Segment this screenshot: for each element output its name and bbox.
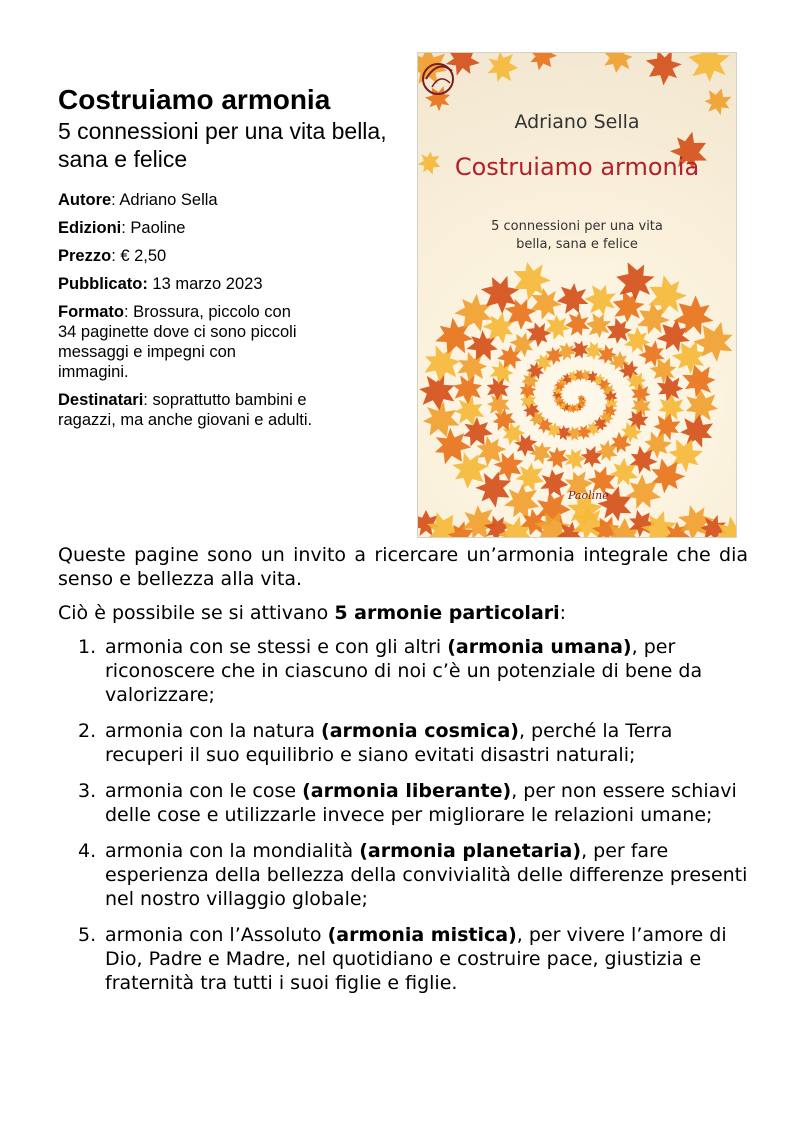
leaf-shape bbox=[584, 311, 612, 339]
detail-label: Formato bbox=[58, 303, 124, 321]
item-text: armonia con l’Assoluto bbox=[105, 924, 328, 946]
item-bold: (armonia mistica) bbox=[327, 924, 517, 946]
detail-value: : Brossura, piccolo con 34 paginette dove ci sono piccoli messaggi e impegni con immagini. bbox=[58, 303, 297, 381]
item-number: 2. bbox=[78, 720, 97, 742]
detail-label: Edizioni bbox=[58, 219, 122, 237]
item-bold: (armonia liberante) bbox=[302, 780, 512, 802]
list-item bbox=[58, 635, 748, 707]
item-number: 4. bbox=[78, 840, 97, 862]
detail-label: Autore bbox=[58, 191, 112, 209]
detail-publisher bbox=[58, 218, 368, 238]
lead-text: Ciò è possibile se si attivano bbox=[58, 602, 335, 624]
list-item bbox=[58, 779, 748, 827]
item-text: armonia con le cose bbox=[105, 780, 303, 802]
item-bold: (armonia cosmica) bbox=[321, 720, 519, 742]
book-title: Costruiamo armonia bbox=[58, 84, 331, 115]
detail-author bbox=[58, 190, 368, 210]
leaf-shape bbox=[564, 311, 590, 337]
leaf-shape bbox=[555, 281, 590, 316]
cover-author: Adriano Sella bbox=[514, 111, 640, 133]
leaf-shape bbox=[602, 53, 634, 75]
list-item bbox=[58, 839, 748, 911]
detail-value: : Adriano Sella bbox=[111, 191, 218, 209]
item-text-end: , per riconoscere che in ciascuno di noi c’è un potenziale di bene da valorizzare; bbox=[105, 636, 703, 706]
list-item bbox=[58, 719, 748, 767]
leaf-shape bbox=[545, 445, 570, 470]
item-number: 5. bbox=[78, 924, 97, 946]
leaf-shape bbox=[684, 53, 731, 85]
item-bold: (armonia planetaria) bbox=[359, 840, 582, 862]
lead-bold: 5 armonie particolari bbox=[334, 602, 560, 624]
item-text-end: , perché la Terra recuperi il suo equilibrio e siano evitati disastri naturali; bbox=[105, 720, 673, 766]
intro-paragraph: Queste pagine sono un invito a ricercare un’armonia integrale che dia senso e bellezza alla vita. bbox=[58, 544, 748, 590]
leaf-shape bbox=[539, 468, 569, 498]
item-number: 3. bbox=[78, 780, 97, 802]
cover-title: Costruiamo armonia bbox=[454, 153, 700, 181]
leaf-shape bbox=[541, 312, 572, 343]
detail-format bbox=[58, 302, 308, 382]
detail-value: 13 marzo 2023 bbox=[147, 275, 263, 293]
cover-publisher: Paoline bbox=[568, 489, 609, 502]
item-text: armonia con la mondialità bbox=[105, 840, 360, 862]
book-cover-image bbox=[417, 52, 737, 538]
list-item bbox=[58, 923, 748, 995]
leaf-shape bbox=[639, 53, 686, 91]
book-description bbox=[58, 543, 748, 1007]
lead-paragraph bbox=[58, 601, 748, 625]
detail-label: Pubblicato: bbox=[58, 275, 148, 293]
detail-value: : soprattutto bambini e ragazzi, ma anche giovani e adulti. bbox=[58, 391, 313, 429]
leaf-shape bbox=[418, 373, 457, 412]
detail-value: : € 2,50 bbox=[111, 247, 167, 265]
item-text-end: , per vivere l’amore di Dio, Padre e Madre, nel quotidiano e costruire pace, giustizia e fraternità tra tutti i suoi figlie e figlie. bbox=[105, 924, 727, 994]
leaf-shape bbox=[658, 394, 684, 420]
item-text: armonia con se stessi e con gli altri bbox=[105, 636, 448, 658]
leaf-shape bbox=[684, 388, 718, 422]
leaf-shape bbox=[487, 53, 519, 83]
book-details bbox=[58, 190, 368, 438]
paoline-logo-icon bbox=[418, 53, 480, 99]
detail-published bbox=[58, 274, 368, 294]
item-text-end: , per non essere schiavi delle cose e utilizzarle invece per migliorare le relazioni umane; bbox=[105, 780, 737, 826]
leaf-shape bbox=[564, 448, 586, 470]
detail-price bbox=[58, 246, 368, 266]
item-text: armonia con la natura bbox=[105, 720, 322, 742]
item-number: 1. bbox=[78, 636, 97, 658]
leaf-shape bbox=[525, 53, 562, 75]
harmonies-list bbox=[58, 635, 748, 995]
detail-audience bbox=[58, 390, 353, 430]
lead-end: : bbox=[559, 602, 567, 624]
cover-subtitle: 5 connessioni per una vita bella, sana e felice bbox=[491, 219, 663, 252]
leaf-shape bbox=[453, 375, 483, 405]
detail-label: Destinatari bbox=[58, 391, 144, 409]
detail-value: : Paoline bbox=[121, 219, 186, 237]
item-text-end: , per fare esperienza della bellezza della convivialità delle differenze presenti nel nostro villaggio globale; bbox=[105, 840, 748, 910]
detail-label: Prezzo bbox=[58, 247, 112, 265]
leaf-shape bbox=[612, 259, 657, 304]
item-bold: (armonia umana) bbox=[447, 636, 632, 658]
book-subtitle: 5 connessioni per una vita bella, sana e felice bbox=[58, 118, 387, 172]
leaf-shape bbox=[584, 283, 617, 316]
